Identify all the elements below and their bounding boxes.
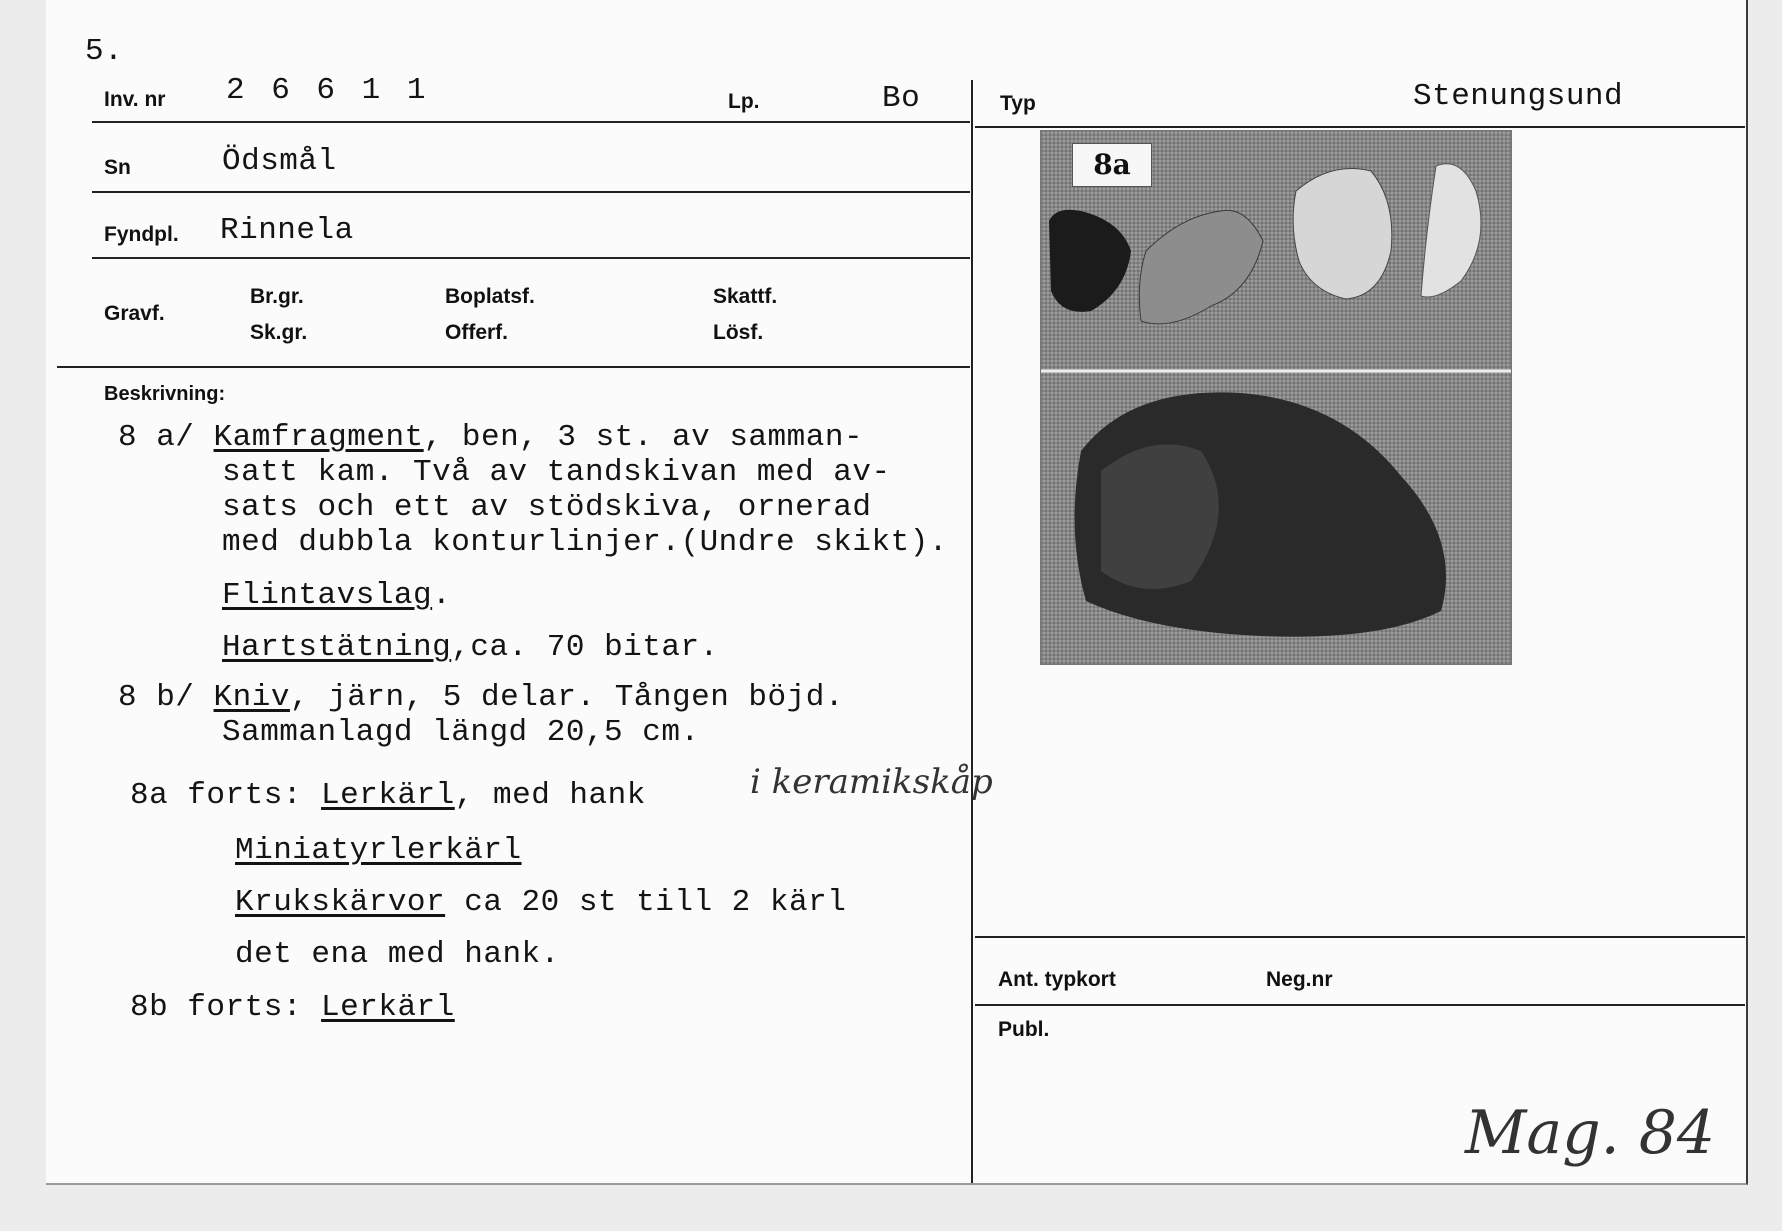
item-prefix: 8b forts: <box>130 990 302 1025</box>
comb-fragment-1 <box>1139 210 1263 323</box>
description-line-8a-3: sats och ett av stödskiva, ornerad <box>222 490 872 525</box>
card-number: 5. <box>85 34 124 69</box>
item-text: . <box>432 578 452 613</box>
beskrivning-label: Beskrivning: <box>104 383 226 405</box>
item-text: , med hank <box>454 778 646 813</box>
description-line-8b-forts <box>130 990 455 1025</box>
description-line-harts <box>222 630 719 665</box>
handwritten-magazine-note: Mag. 84 <box>1465 1098 1716 1168</box>
description-line-kruk-2: det ena med hank. <box>235 937 560 972</box>
divider-ant <box>975 936 1745 938</box>
comb-fragment-3 <box>1421 164 1481 297</box>
lp-value: Bo <box>882 81 921 116</box>
divider-publ <box>975 1004 1745 1006</box>
ant-typkort-label: Ant. typkort <box>998 968 1116 991</box>
item-term: Hartstätning <box>222 630 452 665</box>
lp-label: Lp. <box>728 90 760 113</box>
item-text: , järn, 5 delar. Tången böjd. <box>289 680 844 715</box>
comb-fragment-2 <box>1293 169 1392 300</box>
description-line-flint <box>222 578 451 613</box>
category-br-gr: Br.gr. <box>250 285 304 308</box>
item-term: Kamfragment <box>213 420 424 455</box>
publ-label: Publ. <box>998 1018 1050 1041</box>
description-line-8a-2: satt kam. Två av tandskivan med av- <box>222 455 891 490</box>
typ-value: Stenungsund <box>1413 79 1624 114</box>
item-text: , ben, 3 st. av samman- <box>423 420 864 455</box>
item-prefix: 8 b/ <box>118 680 195 715</box>
divider-gravf <box>57 366 970 368</box>
category-skattf: Skattf. <box>713 285 778 308</box>
item-text: ,ca. 70 bitar. <box>451 630 719 665</box>
typ-label: Typ <box>1000 92 1036 115</box>
category-losf: Lösf. <box>713 321 764 344</box>
inv-nr-value: 2 6 6 1 1 <box>226 73 430 108</box>
dark-fragment <box>1049 210 1131 312</box>
description-line-miniatyr <box>235 833 522 868</box>
item-prefix: 8 a/ <box>118 420 195 455</box>
item-term: Miniatyrlerkärl <box>235 833 522 868</box>
description-line-8b-2: Sammanlagd längd 20,5 cm. <box>222 715 700 750</box>
description-line-8a-forts <box>130 778 646 813</box>
description-line-8a-1 <box>118 420 863 455</box>
sn-value: Ödsmål <box>222 144 337 179</box>
divider-fyndpl <box>92 257 970 259</box>
neg-nr-label: Neg.nr <box>1266 968 1333 991</box>
sn-label: Sn <box>104 156 131 179</box>
divider-header-right <box>975 126 1745 128</box>
photo-label: 8a <box>1072 143 1152 187</box>
category-sk-gr: Sk.gr. <box>250 321 308 344</box>
category-boplatsf: Boplatsf. <box>445 285 535 308</box>
item-text: ca 20 st till 2 kärl <box>445 885 847 920</box>
artifact-photo-svg <box>1041 131 1511 664</box>
divider-sn <box>92 191 970 193</box>
item-term: Lerkärl <box>321 778 455 813</box>
column-divider <box>971 80 973 1183</box>
handwritten-note-keramikskap: i keramikskåp <box>750 762 993 802</box>
fyndpl-label: Fyndpl. <box>104 223 179 246</box>
fyndpl-value: Rinnela <box>220 213 354 248</box>
description-line-kruk <box>235 885 846 920</box>
gravf-label: Gravf. <box>104 302 165 325</box>
item-prefix: 8a forts: <box>130 778 302 813</box>
description-line-8a-4: med dubbla konturlinjer.(Undre skikt). <box>222 525 948 560</box>
item-term: Flintavslag <box>222 578 433 613</box>
divider-header <box>92 121 970 123</box>
item-term: Kniv <box>213 680 290 715</box>
item-term: Lerkärl <box>321 990 455 1025</box>
description-line-8b-1 <box>118 680 844 715</box>
artifact-photo <box>1040 130 1512 665</box>
inv-nr-label: Inv. nr <box>104 88 166 111</box>
category-offerf: Offerf. <box>445 321 508 344</box>
item-term: Krukskärvor <box>235 885 446 920</box>
